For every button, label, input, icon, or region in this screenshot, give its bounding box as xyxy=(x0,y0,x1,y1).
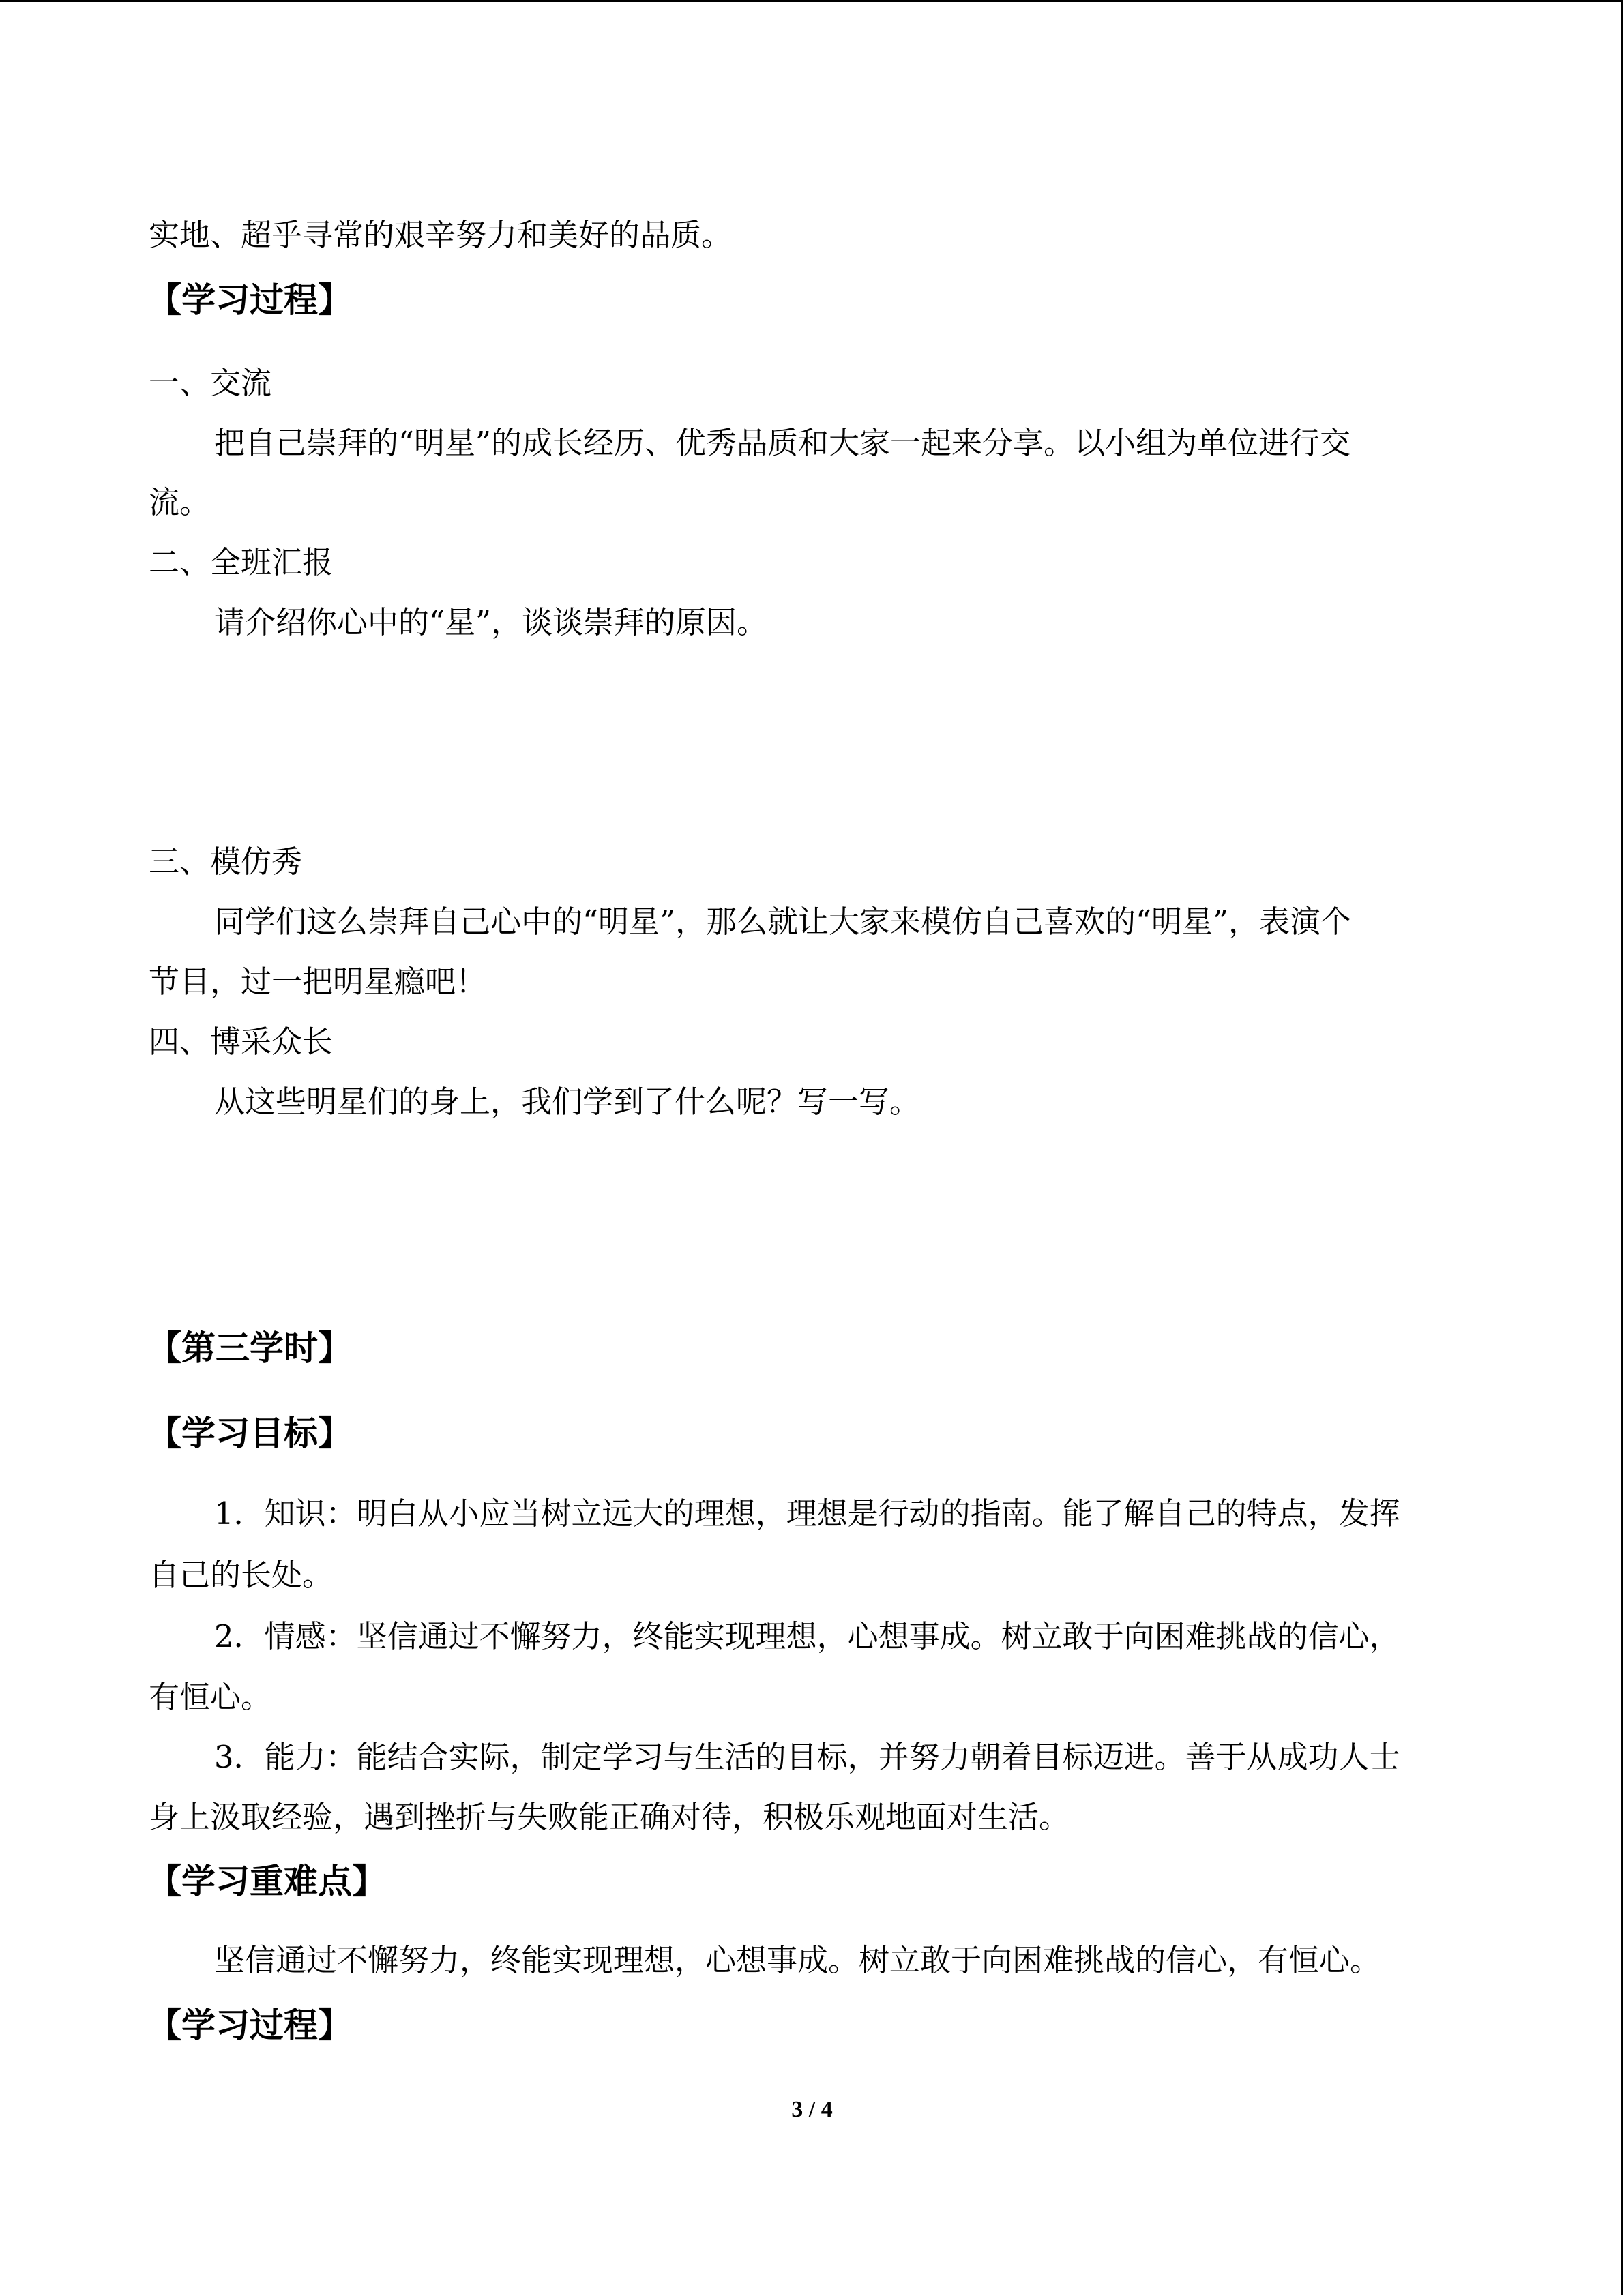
item-body-class-report: 请介绍你心中的“星”，谈谈崇拜的原因。 xyxy=(214,604,768,640)
page-number: 3 / 4 xyxy=(791,2097,833,2122)
item-title-learn-from-others: 四、博采众长 xyxy=(149,1024,334,1060)
objective-ability-line2: 身上汲取经验，遇到挫折与失败能正确对待，积极乐观地面对生活。 xyxy=(149,1799,1070,1835)
section-heading-key-points: 【学习重难点】 xyxy=(147,1862,386,1901)
item-body-imitation-show-line2: 节目，过一把明星瘾吧！ xyxy=(149,964,487,1000)
item-body-exchange-line1: 把自己崇拜的“明星”的成长经历、优秀品质和大家一起来分享。以小组为单位进行交 xyxy=(214,425,1351,461)
section-heading-learning-process-2: 【学习过程】 xyxy=(147,2006,352,2045)
item-body-imitation-show-line1: 同学们这么崇拜自己心中的“明星”，那么就让大家来模仿自己喜欢的“明星”，表演个 xyxy=(214,904,1352,940)
objective-knowledge-line2: 自己的长处。 xyxy=(149,1557,334,1593)
continuation-line: 实地、超乎寻常的艰辛努力和美好的品质。 xyxy=(149,217,733,253)
item-title-class-report: 二、全班汇报 xyxy=(149,544,334,580)
objective-emotion-line2: 有恒心。 xyxy=(149,1679,272,1715)
objective-knowledge-line1: 1．知识：明白从小应当树立远大的理想，理想是行动的指南。能了解自己的特点，发挥 xyxy=(214,1495,1400,1532)
section-heading-third-period: 【第三学时】 xyxy=(147,1328,352,1368)
section-heading-learning-process: 【学习过程】 xyxy=(147,280,352,320)
objective-emotion-line1: 2．情感：坚信通过不懈努力，终能实现理想，心想事成。树立敢于向困难挑战的信心， xyxy=(214,1618,1400,1654)
item-title-exchange: 一、交流 xyxy=(149,365,272,401)
item-title-imitation-show: 三、模仿秀 xyxy=(149,844,303,880)
section-heading-learning-objectives: 【学习目标】 xyxy=(147,1414,352,1453)
objective-ability-line1: 3．能力：能结合实际，制定学习与生活的目标，并努力朝着目标迈进。善于从成功人士 xyxy=(214,1739,1400,1775)
item-body-exchange-line2: 流。 xyxy=(149,484,211,520)
key-points-body: 坚信通过不懈努力，终能实现理想，心想事成。树立敢于向困难挑战的信心，有恒心。 xyxy=(214,1942,1381,1978)
item-body-learn-from-others: 从这些明星们的身上，我们学到了什么呢？写一写。 xyxy=(214,1084,921,1120)
